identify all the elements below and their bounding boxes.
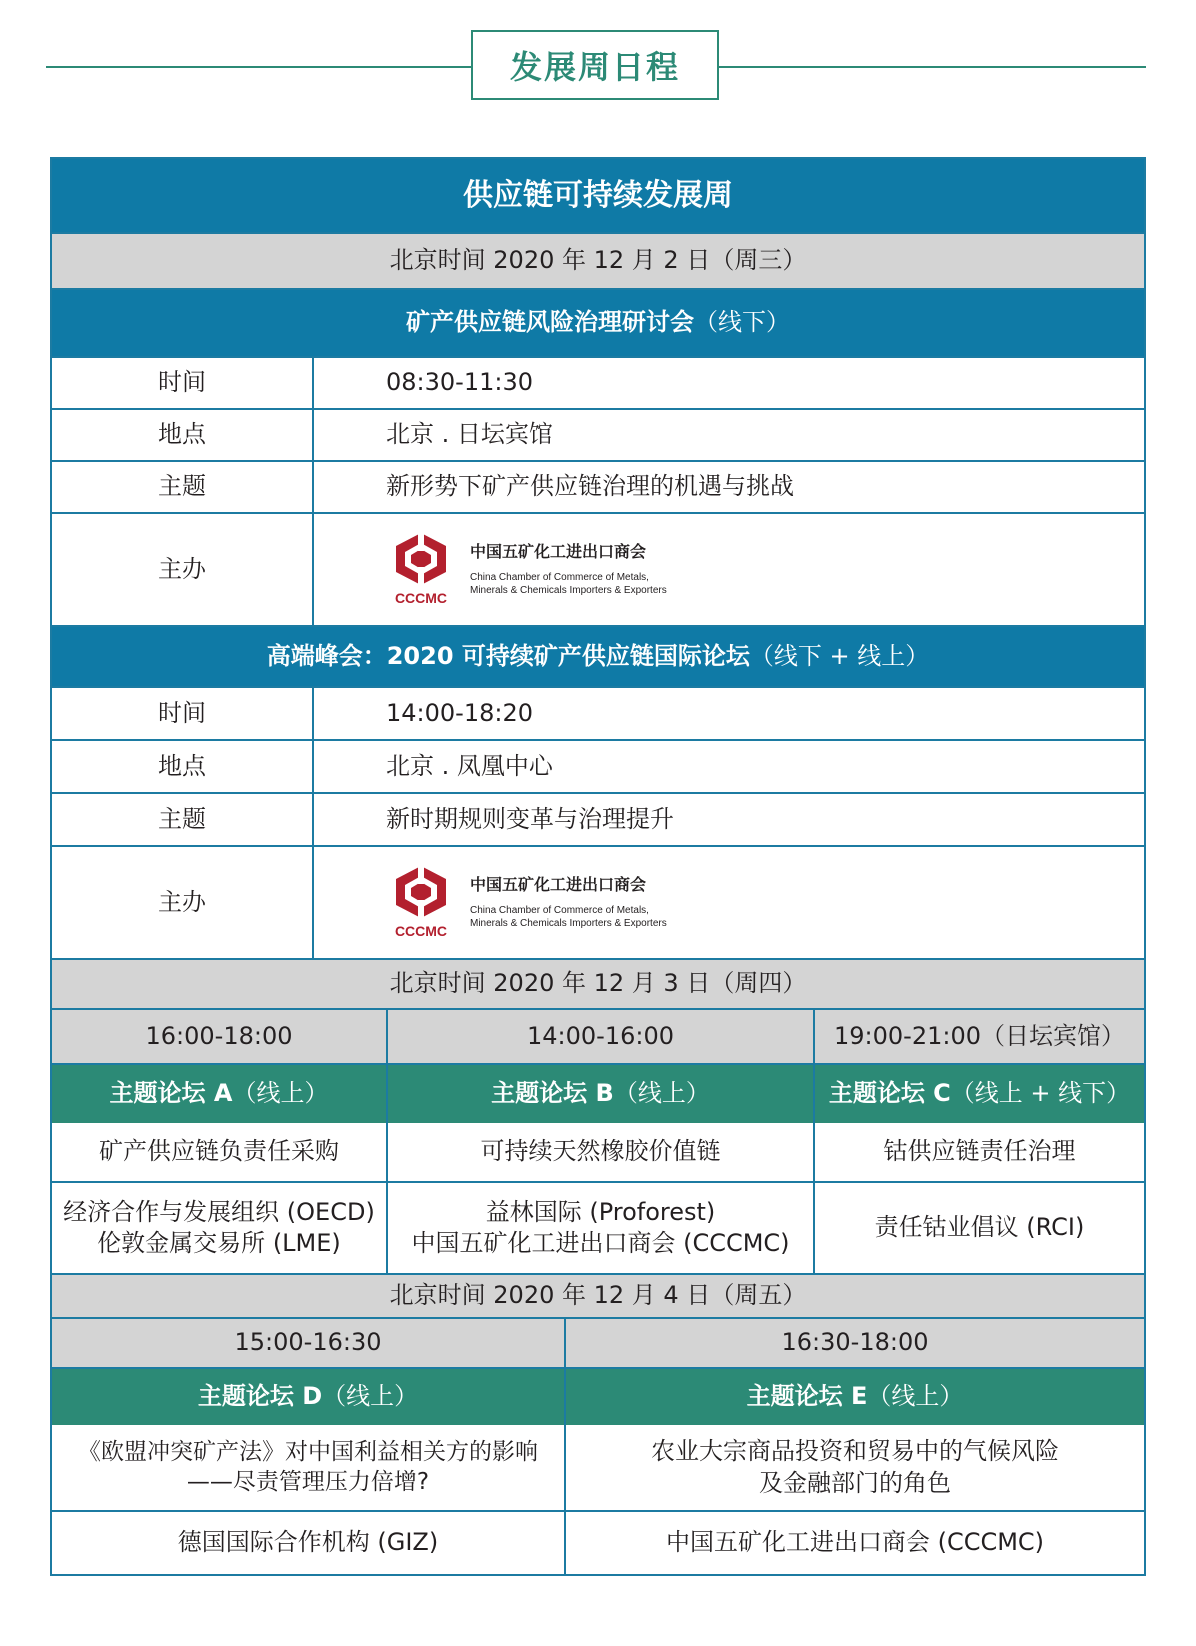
forum-e-topic-line-1: 农业大宗商品投资和贸易中的气候风险 bbox=[651, 1437, 1059, 1466]
day3-forum-title-row bbox=[52, 1369, 1144, 1425]
forum-b-time: 14:00-16:00 bbox=[388, 1010, 815, 1065]
forum-e-time: 16:30-18:00 bbox=[566, 1319, 1144, 1369]
forum-e-topic-line-2: 及金融部门的角色 bbox=[759, 1468, 951, 1497]
cccmc-abbr: CCCMC bbox=[394, 590, 448, 607]
forum-d-title-text: 主题论坛 D bbox=[197, 1382, 323, 1411]
forum-a-mode: （线上） bbox=[232, 1079, 329, 1108]
forum-d-topic bbox=[52, 1425, 566, 1510]
week-title-row bbox=[52, 159, 1144, 234]
cccmc-logo bbox=[386, 864, 667, 940]
forum-b-mode: （线上） bbox=[613, 1079, 710, 1108]
cccmc-name-en-2: Minerals & Chemicals Importers & Exporters bbox=[470, 584, 667, 596]
event2-host-value bbox=[314, 847, 1144, 958]
cccmc-name-en-1: China Chamber of Commerce of Metals, bbox=[470, 571, 649, 583]
forum-d-time: 15:00-16:30 bbox=[52, 1319, 566, 1369]
forum-d-title bbox=[52, 1369, 566, 1425]
event2-title bbox=[52, 627, 1144, 688]
day3-date: 北京时间 2020 年 12 月 4 日（周五） bbox=[52, 1275, 1144, 1319]
event2-host-row bbox=[52, 847, 1144, 960]
forum-b-org-1: 益林国际 (Proforest) bbox=[485, 1197, 716, 1226]
forum-d-topic-line-2: ——尽责管理压力倍增? bbox=[186, 1468, 430, 1495]
forum-b-org-2: 中国五矿化工进出口商会 (CCCMC) bbox=[411, 1229, 790, 1257]
forum-c-time: 19:00-21:00（日坛宾馆） bbox=[815, 1010, 1144, 1065]
forum-d-organizer: 德国国际合作机构 (GIZ) bbox=[52, 1512, 566, 1574]
cccmc-name-cn: 中国五矿化工进出口商会 bbox=[470, 875, 647, 895]
forum-b-title-text: 主题论坛 B bbox=[491, 1079, 614, 1108]
event2-time-label: 时间 bbox=[52, 688, 314, 739]
cccmc-logo-text bbox=[470, 542, 667, 597]
event1-theme-value: 新形势下矿产供应链治理的机遇与挑战 bbox=[386, 472, 794, 501]
event1-time-value: 08:30-11:30 bbox=[386, 368, 533, 397]
event2-place-value: 北京 . 凤凰中心 bbox=[386, 751, 553, 780]
cccmc-name-cn: 中国五矿化工进出口商会 bbox=[470, 542, 647, 562]
event2-theme-label: 主题 bbox=[52, 794, 314, 845]
cccmc-name-en-2: Minerals & Chemicals Importers & Exporters bbox=[470, 917, 667, 929]
forum-c-title-text: 主题论坛 C bbox=[828, 1079, 951, 1108]
day2-date-row bbox=[52, 960, 1144, 1010]
event2-mode: （线下 + 线上） bbox=[749, 641, 930, 670]
event2-place-row bbox=[52, 741, 1144, 794]
event1-place-label: 地点 bbox=[52, 410, 314, 460]
forum-e-title bbox=[566, 1369, 1144, 1425]
forum-a-time: 16:00-18:00 bbox=[52, 1010, 388, 1065]
forum-d-topic-line-1: 《欧盟冲突矿产法》对中国利益相关方的影响 bbox=[78, 1438, 538, 1465]
forum-a-title bbox=[52, 1065, 388, 1123]
cccmc-emblem-icon bbox=[392, 864, 450, 920]
day3-time-row bbox=[52, 1319, 1144, 1369]
event1-theme-row bbox=[52, 462, 1144, 514]
day3-date-row bbox=[52, 1275, 1144, 1319]
event1-host-row bbox=[52, 514, 1144, 627]
event1-time-label: 时间 bbox=[52, 358, 314, 408]
forum-b-organizers bbox=[388, 1183, 815, 1273]
event1-host-label: 主办 bbox=[52, 514, 314, 625]
event1-title bbox=[52, 290, 1144, 358]
day2-organizer-row bbox=[52, 1183, 1144, 1275]
forum-c-org-1: 责任钴业倡议 (RCI) bbox=[874, 1213, 1085, 1242]
header-rule-right bbox=[718, 66, 1146, 68]
page-heading: 发展周日程 bbox=[471, 30, 719, 100]
cccmc-emblem-icon bbox=[392, 531, 450, 587]
forum-a-org-1: 经济合作与发展组织 (OECD) bbox=[63, 1197, 375, 1226]
day1-date-row bbox=[52, 234, 1144, 290]
event1-place-row bbox=[52, 410, 1144, 462]
forum-e-title-text: 主题论坛 E bbox=[746, 1382, 868, 1411]
day3-topic-row bbox=[52, 1425, 1144, 1512]
cccmc-emblem bbox=[386, 864, 456, 940]
event1-title-row bbox=[52, 290, 1144, 358]
event2-theme-row bbox=[52, 794, 1144, 847]
event1-place-value: 北京 . 日坛宾馆 bbox=[386, 420, 553, 449]
forum-c-mode: （线上 + 线下） bbox=[950, 1079, 1131, 1108]
forum-a-title-text: 主题论坛 A bbox=[109, 1079, 233, 1108]
week-title: 供应链可持续发展周 bbox=[52, 159, 1144, 234]
forum-e-organizer: 中国五矿化工进出口商会 (CCCMC) bbox=[665, 1528, 1045, 1557]
forum-e-topic bbox=[566, 1425, 1144, 1510]
forum-d-mode: （线上） bbox=[322, 1382, 419, 1411]
cccmc-logo-text bbox=[470, 875, 667, 930]
event1-theme-label: 主题 bbox=[52, 462, 314, 512]
day2-topic-row bbox=[52, 1123, 1144, 1183]
day2-forum-title-row bbox=[52, 1065, 1144, 1123]
event2-title-text: 高端峰会：2020 可持续矿产供应链国际论坛 bbox=[266, 641, 750, 670]
cccmc-emblem bbox=[386, 531, 456, 607]
header-rule-left bbox=[46, 66, 472, 68]
cccmc-logo bbox=[386, 531, 667, 607]
forum-e-mode: （线上） bbox=[867, 1382, 964, 1411]
day2-time-row bbox=[52, 1010, 1144, 1065]
forum-a-org-2: 伦敦金属交易所 (LME) bbox=[97, 1229, 341, 1257]
event1-time-row bbox=[52, 358, 1144, 410]
cccmc-abbr: CCCMC bbox=[394, 923, 448, 940]
event1-title-text: 矿产供应链风险治理研讨会 bbox=[406, 308, 694, 337]
forum-a-topic: 矿产供应链负责任采购 bbox=[52, 1123, 388, 1181]
event2-theme-value: 新时期规则变革与治理提升 bbox=[386, 804, 674, 833]
event1-mode: （线下） bbox=[694, 308, 790, 337]
event2-title-row bbox=[52, 627, 1144, 688]
day3-organizer-row bbox=[52, 1512, 1144, 1574]
event2-place-label: 地点 bbox=[52, 741, 314, 792]
forum-c-title bbox=[815, 1065, 1144, 1123]
forum-c-organizers bbox=[815, 1183, 1144, 1273]
forum-a-organizers bbox=[52, 1183, 388, 1273]
event2-time-value: 14:00-18:20 bbox=[386, 698, 533, 727]
day2-date: 北京时间 2020 年 12 月 3 日（周四） bbox=[52, 960, 1144, 1010]
forum-b-title bbox=[388, 1065, 815, 1123]
event1-host-value bbox=[314, 514, 1144, 625]
event2-time-row bbox=[52, 688, 1144, 741]
event2-host-label: 主办 bbox=[52, 847, 314, 958]
forum-c-topic: 钴供应链责任治理 bbox=[883, 1137, 1076, 1166]
cccmc-name-en-1: China Chamber of Commerce of Metals, bbox=[470, 904, 649, 916]
day1-date: 北京时间 2020 年 12 月 2 日（周三） bbox=[52, 234, 1144, 290]
schedule-table bbox=[50, 157, 1146, 1576]
forum-b-topic: 可持续天然橡胶价值链 bbox=[388, 1123, 815, 1181]
